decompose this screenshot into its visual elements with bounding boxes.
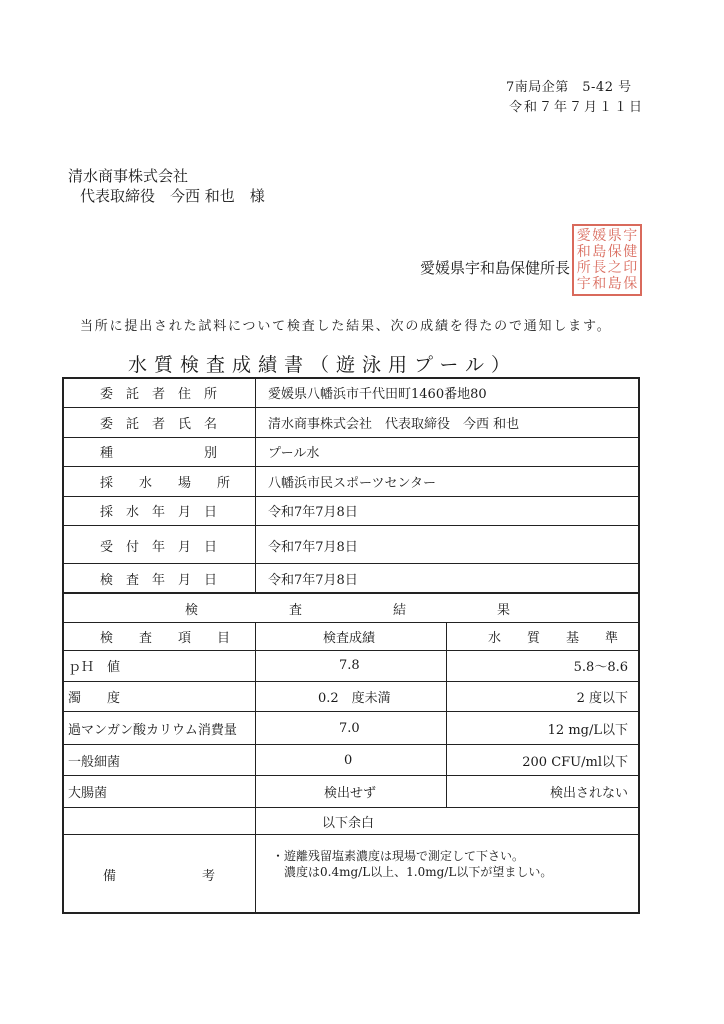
- issuer-name: 愛媛県宇和島保健所長: [420, 259, 571, 277]
- official-seal: [572, 224, 642, 296]
- seal-char: 島: [607, 276, 622, 292]
- seal-char: 島: [592, 244, 607, 260]
- document-title: 水質検査成績書（遊泳用プール）: [128, 354, 518, 376]
- document-number: 7南局企第 5-42 号: [506, 80, 632, 95]
- document-date: 令和７年７月１１日: [509, 100, 645, 115]
- seal-char: 愛: [576, 228, 591, 244]
- info-label: 採 水 年 月 日: [100, 505, 218, 520]
- remarks-text: [272, 848, 552, 880]
- seal-char: 県: [607, 228, 622, 244]
- seal-char: 宇: [623, 228, 638, 244]
- remarks-label: 考: [202, 868, 216, 884]
- info-label: 委 託 者 住 所: [100, 387, 218, 402]
- table-divider: [255, 835, 256, 913]
- info-label: 委 託 者 氏 名: [100, 417, 218, 432]
- result-value: 7.0: [339, 720, 360, 736]
- result-item: 過マンガン酸カリウム消費量: [68, 722, 237, 738]
- info-label: 採 水 場 所: [100, 476, 231, 491]
- info-value: 令和7年7月8日: [268, 572, 358, 588]
- seal-char: 健: [623, 244, 638, 260]
- recipient-representative: 代表取締役 今西 和也 様: [80, 187, 265, 205]
- seal-char: 之: [607, 260, 622, 276]
- seal-char: 媛: [592, 228, 607, 244]
- result-item: 一般細菌: [68, 754, 121, 770]
- table-divider: [255, 623, 256, 834]
- result-value: 7.8: [339, 658, 360, 673]
- seal-char: 保: [623, 276, 638, 292]
- table-divider: [63, 834, 639, 835]
- remarks-label: 備: [103, 868, 117, 884]
- result-value: 検出せず: [324, 785, 377, 801]
- table-divider: [63, 525, 639, 526]
- remarks-line: ・遊離残留塩素濃度は現場で測定して下さい。: [272, 849, 525, 863]
- result-standard: 12 mg/L以下: [547, 722, 628, 738]
- info-value: 愛媛県八幡浜市千代田町1460番地80: [268, 387, 487, 402]
- info-label: 種 別: [100, 446, 218, 461]
- result-standard: 5.8～8.6: [573, 660, 628, 675]
- result-item: 濁 度: [68, 690, 121, 706]
- info-label: 検 査 年 月 日: [100, 572, 218, 588]
- info-value: プール水: [268, 446, 320, 461]
- info-value: 令和7年7月8日: [268, 505, 358, 520]
- info-value: 八幡浜市民スポーツセンター: [268, 476, 436, 491]
- seal-char: 和: [592, 276, 607, 292]
- info-value: 清水商事株式会社 代表取締役 今西 和也: [268, 417, 520, 432]
- remarks-line: 濃度は0.4mg/L以上、1.0mg/L以下が望ましい。: [272, 865, 553, 879]
- recipient-company: 清水商事株式会社: [68, 167, 189, 185]
- column-header-item: 検 査 項 目: [100, 631, 231, 646]
- intro-text: 当所に提出された試料について検査した結果、次の成績を得たので通知します。: [80, 319, 612, 334]
- result-item: 大腸菌: [68, 785, 108, 801]
- info-value: 令和7年7月8日: [268, 539, 358, 555]
- seal-char: 印: [623, 260, 638, 276]
- seal-char: 保: [607, 244, 622, 260]
- info-label: 受 付 年 月 日: [100, 539, 218, 555]
- results-header: 検 査 結 果: [185, 602, 511, 618]
- seal-char: 所: [576, 260, 591, 276]
- result-value: 0: [344, 752, 353, 768]
- result-value: 0.2 度未満: [318, 690, 391, 706]
- result-standard: 検出されない: [549, 785, 628, 801]
- column-header-standard: 水 質 基 準: [488, 631, 619, 646]
- result-item: ｐＨ 値: [68, 660, 121, 675]
- seal-char: 長: [592, 260, 607, 276]
- blank-note: 以下余白: [322, 815, 375, 831]
- table-divider: [255, 378, 256, 593]
- seal-char: 和: [576, 244, 591, 260]
- column-header-result: 検査成績: [323, 631, 376, 646]
- result-standard: 200 CFU/ml以下: [522, 754, 628, 770]
- result-standard: 2 度以下: [576, 690, 628, 706]
- seal-char: 宇: [576, 276, 591, 292]
